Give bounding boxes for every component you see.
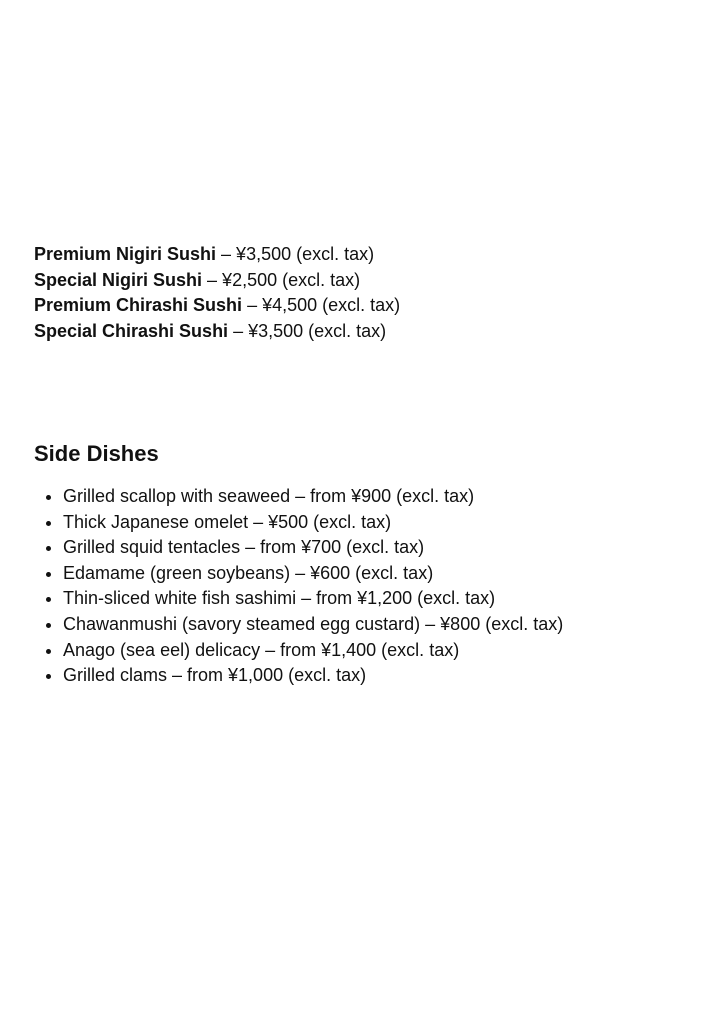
sushi-course-name: Special Nigiri Sushi [34,269,203,290]
side-dish-item: • Anago (sea eel) delicacy – from ¥1,400 (excl. tax) [63,638,713,664]
side-dishes-heading: Side Dishes [34,441,159,466]
sushi-course-name: Special Chirashi Sushi [34,320,229,341]
side-dish-item: • Thick Japanese omelet – ¥500 (excl. tax) [63,510,713,536]
side-dish-item: • Thin-sliced white fish sashimi – from ¥1,200 (excl. tax) [63,586,713,612]
sushi-course-name: Premium Nigiri Sushi [34,244,217,264]
side-dish-item: • Chawanmushi (savory steamed egg custard) – ¥800 (excl. tax) [63,612,713,638]
sushi-course-item [34,293,694,319]
side-dish-item: • Grilled squid tentacles – from ¥700 (excl. tax) [63,535,713,561]
side-dish-item: • Grilled scallop with seaweed – from ¥900 (excl. tax) [63,484,713,510]
sushi-course-item [34,268,694,294]
side-dishes-list [34,484,713,689]
sushi-course-item [34,242,694,268]
sushi-course-list [34,242,694,344]
sushi-course-item [34,319,694,345]
sushi-course-name: Premium Chirashi Sushi [34,295,243,316]
sushi-course-price: – ¥3,500 (excl. tax) [216,244,375,264]
sushi-course-price: – ¥2,500 (excl. tax) [202,269,361,290]
side-dish-item: • Grilled clams – from ¥1,000 (excl. tax) [63,663,713,689]
side-dish-item: • Edamame (green soybeans) – ¥600 (excl. tax) [63,561,713,587]
sushi-course-price: – ¥3,500 (excl. tax) [228,320,387,341]
sushi-course-price: – ¥4,500 (excl. tax) [242,295,401,316]
